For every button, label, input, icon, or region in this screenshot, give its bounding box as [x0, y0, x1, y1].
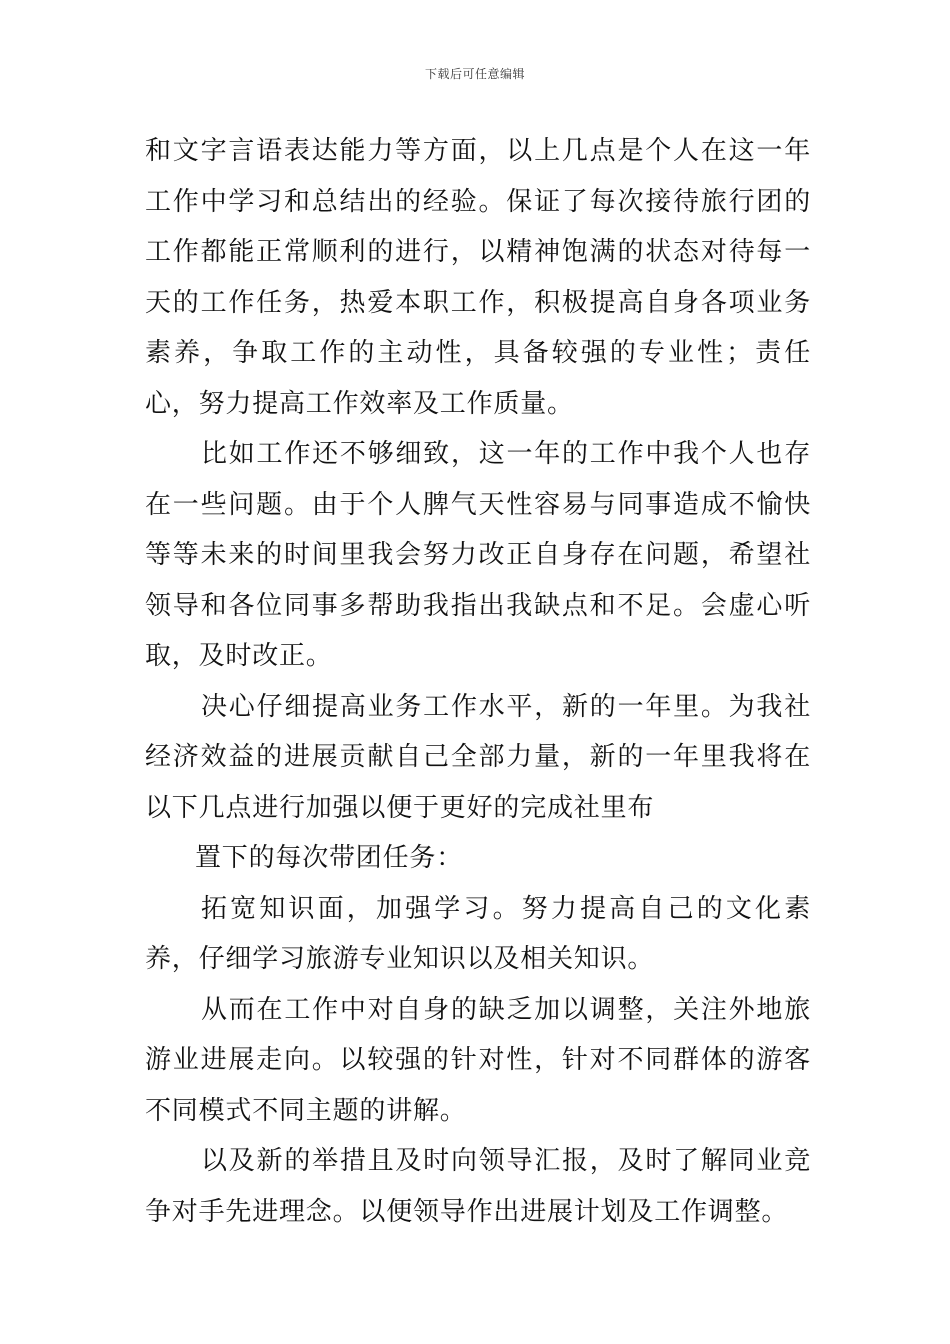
paragraph-continuation: 和文字言语表达能力等方面，以上几点是个人在这一年工作中学习和总结出的经验。保证了每次接待旅行团的工作都能正常顺利的进行，以精神饱满的状态对待每一天的工作任务，热爱本职工作，积极提高自身各项业务素养，争取工作的主动性，具备较强的专业性；责任心，努力提高工作效率及工作质量。 — [145, 136, 811, 419]
paragraph-adjustment: 从而在工作中对自身的缺乏加以调整，关注外地旅游业进展走向。以较强的针对性，针对不同群体的游客不同模式不同主题的讲解。 — [145, 994, 811, 1126]
paragraph-reporting: 以及新的举措且及时向领导汇报，及时了解同业竞争对手先进理念。以便领导作出进展计划及工作调整。 — [145, 1146, 811, 1227]
paragraph-resolution: 决心仔细提高业务工作水平，新的一年里。为我社经济效益的进展贡献自己全部力量，新的一年里我将在以下几点进行加强以便于更好的完成社里布 — [145, 691, 811, 823]
page-header-note: 下载后可任意编辑 — [424, 67, 525, 81]
document-body — [145, 126, 811, 1237]
paragraph-learning: 拓宽知识面，加强学习。努力提高自己的文化素养，仔细学习旅游专业知识以及相关知识。 — [145, 893, 811, 974]
paragraph-tasks-intro: 置下的每次带团任务： — [195, 843, 464, 873]
paragraph-shortcomings: 比如工作还不够细致，这一年的工作中我个人也存在一些问题。由于个人脾气天性容易与同事造成不愉快等等未来的时间里我会努力改正自身存在问题，希望社领导和各位同事多帮助我指出我缺点和不足。会虚心听取，及时改正。 — [145, 439, 811, 671]
